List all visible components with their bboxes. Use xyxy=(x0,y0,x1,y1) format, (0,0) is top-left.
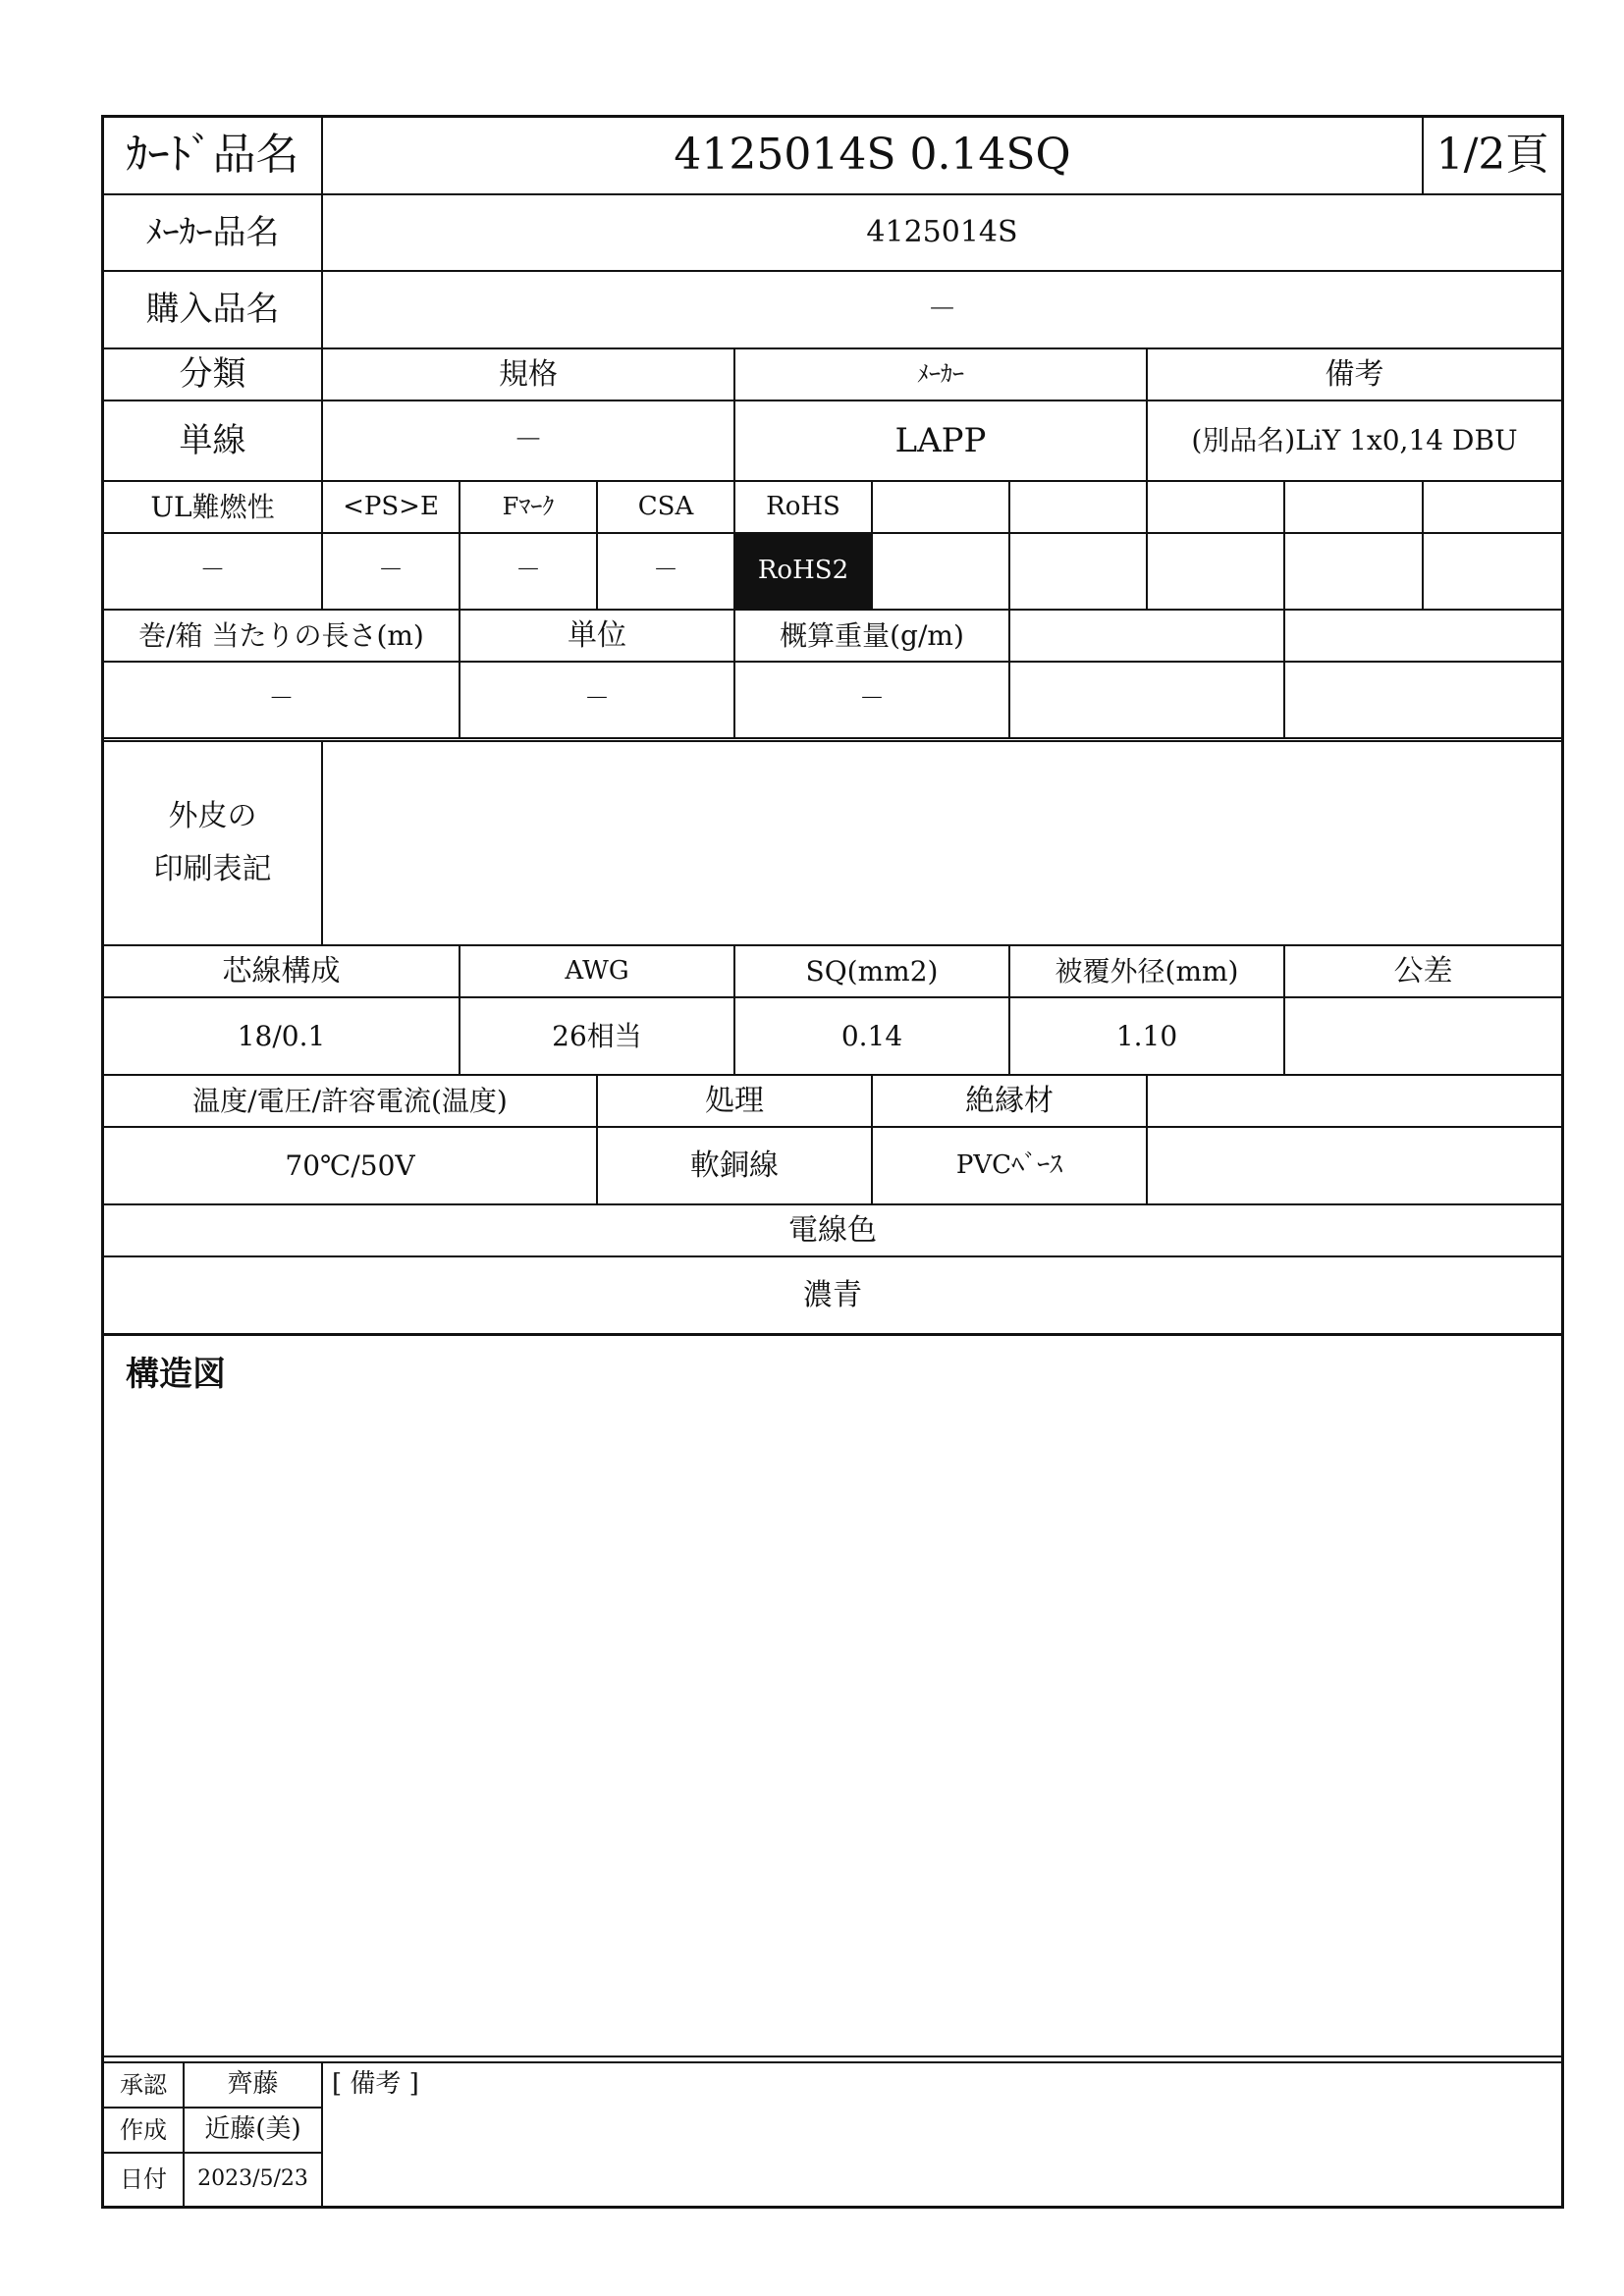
sheath-print-label-line2: 印刷表記 xyxy=(153,852,272,886)
outer-diameter-header: 被覆外径(mm) xyxy=(1055,954,1239,988)
spec-sheet xyxy=(101,115,1564,2209)
weight-header: 概算重量(g/m) xyxy=(780,618,964,652)
rohs-value: RoHS2 xyxy=(735,534,871,609)
insulation-value: PVCﾍﾞｰｽ xyxy=(955,1149,1063,1180)
maker-value: LAPP xyxy=(894,420,987,460)
page-number: 1/2頁 xyxy=(1435,130,1549,181)
divider xyxy=(1146,1074,1148,1203)
pse-value: － xyxy=(377,556,404,586)
divider xyxy=(104,2056,1561,2057)
divider xyxy=(1008,480,1010,609)
date-label: 日付 xyxy=(120,2165,167,2194)
create-name: 近藤(美) xyxy=(204,2114,301,2145)
classification-header: 分類 xyxy=(179,354,246,395)
card-name-value: 4125014S 0.14SQ xyxy=(674,130,1071,181)
unit-value: － xyxy=(583,684,610,715)
weight-value: － xyxy=(858,684,885,715)
length-per-reel-header: 巻/箱 当たりの長さ(m) xyxy=(138,618,424,652)
ul-header: UL難燃性 xyxy=(150,490,275,523)
wire-color-header: 電線色 xyxy=(788,1212,877,1248)
maker-header: ﾒｰｶｰ xyxy=(917,360,964,389)
temperature-voltage-header: 温度/電圧/許容電流(温度) xyxy=(192,1084,508,1117)
divider xyxy=(1422,480,1424,609)
sq-header: SQ(mm2) xyxy=(805,954,939,988)
awg-value: 26相当 xyxy=(552,1019,642,1052)
core-structure-header: 芯線構成 xyxy=(222,953,341,988)
rohs-header: RoHS xyxy=(766,491,840,521)
divider xyxy=(1283,609,1285,737)
csa-header: CSA xyxy=(637,491,694,521)
purchase-name-value: － xyxy=(927,292,957,327)
treatment-header: 処理 xyxy=(705,1083,764,1118)
remarks-value: (別品名)LiY 1x0,14 DBU xyxy=(1191,424,1518,457)
standard-header: 規格 xyxy=(499,356,558,392)
maker-name-value: 4125014S xyxy=(866,215,1018,249)
approve-label: 承認 xyxy=(120,2070,167,2099)
insulation-header: 絶縁材 xyxy=(965,1083,1054,1118)
structure-diagram-label: 構造図 xyxy=(126,1354,226,1394)
card-name-label: ｶｰﾄﾞ品名 xyxy=(126,130,299,181)
tolerance-header: 公差 xyxy=(1393,953,1453,988)
footer-remarks-label: [ 備考 ] xyxy=(332,2069,419,2100)
csa-value: － xyxy=(652,556,678,586)
create-label: 作成 xyxy=(120,2115,167,2144)
treatment-value: 軟銅線 xyxy=(690,1148,779,1183)
date-value: 2023/5/23 xyxy=(197,2166,308,2192)
maker-name-label: ﾒｰｶｰ品名 xyxy=(145,212,280,252)
divider xyxy=(104,1333,1561,1336)
divider xyxy=(321,2061,323,2206)
awg-header: AWG xyxy=(565,955,629,986)
sq-value: 0.14 xyxy=(840,1019,903,1052)
divider xyxy=(104,737,1561,739)
purchase-name-label: 購入品名 xyxy=(145,290,280,330)
approve-name: 齊藤 xyxy=(227,2069,279,2100)
divider xyxy=(1146,480,1148,609)
outer-diameter-value: 1.10 xyxy=(1115,1019,1178,1052)
sheath-print-label-line1: 外皮の xyxy=(168,799,257,833)
remarks-header: 備考 xyxy=(1325,356,1384,392)
divider xyxy=(871,480,873,609)
unit-header: 単位 xyxy=(568,617,626,653)
ul-value: － xyxy=(199,556,226,586)
core-structure-value: 18/0.1 xyxy=(237,1019,326,1052)
pse-header: <PS>E xyxy=(343,491,439,521)
sheath-print-label xyxy=(104,742,321,944)
classification-value: 単線 xyxy=(179,420,246,460)
length-per-reel-value: － xyxy=(268,684,295,715)
divider xyxy=(1283,480,1285,609)
temperature-voltage-value: 70℃/50V xyxy=(285,1148,415,1182)
divider xyxy=(321,740,323,944)
divider xyxy=(1008,609,1010,737)
wire-color-value: 濃青 xyxy=(803,1277,862,1312)
standard-value: － xyxy=(514,423,543,457)
f-mark-header: Fﾏｰｸ xyxy=(502,493,555,521)
f-mark-value: － xyxy=(514,556,541,586)
